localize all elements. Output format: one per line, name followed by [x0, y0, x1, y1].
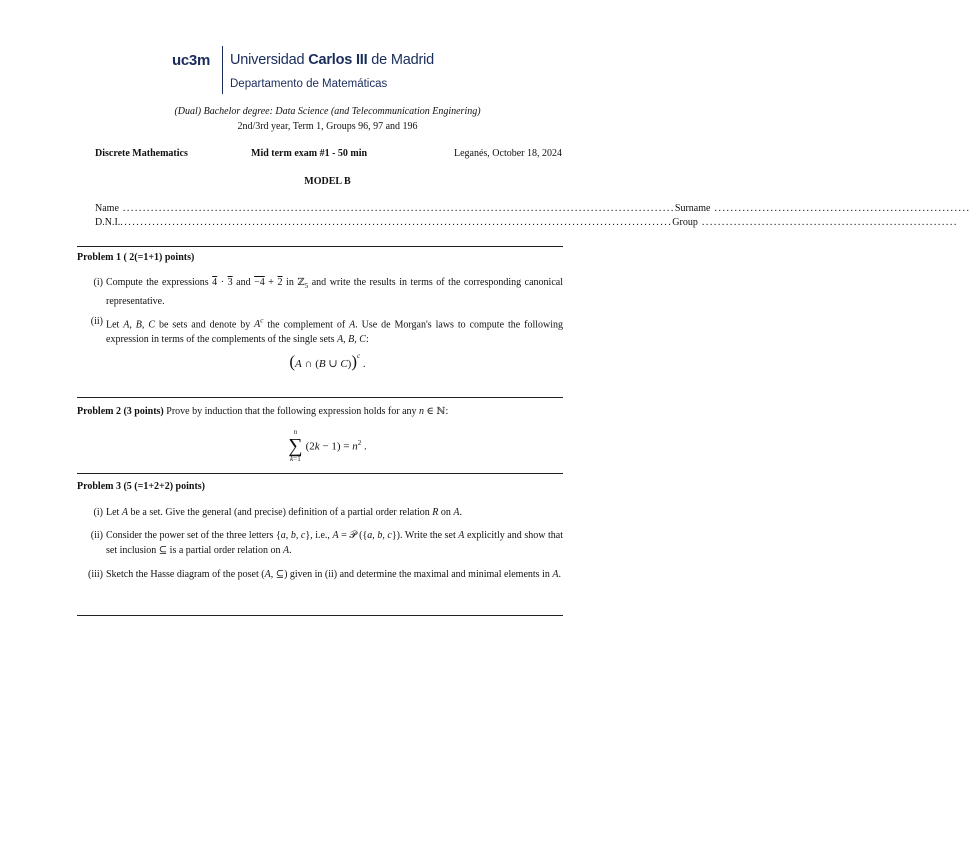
dni-label: D.N.I.	[95, 217, 121, 228]
exam-title: Mid term exam #1 - 50 min	[251, 148, 368, 159]
divider-3	[77, 473, 563, 474]
university-name-suffix: de Madrid	[367, 52, 434, 68]
problem2-text: Prove by induction that the following expression holds for any	[163, 406, 420, 417]
name-label: Name	[95, 203, 119, 214]
problem1-i-text: Compute the expressions 4 · 3 and −4 + 2 in ℤ$_5$ and write the results in terms of the corresponding canonical representative.	[106, 277, 563, 307]
department-name: Departamento de Matemáticas	[230, 78, 388, 90]
divider-2	[77, 397, 563, 398]
university-logo	[172, 46, 472, 96]
model-label: MODEL B	[304, 176, 351, 187]
problem3-ii-text: Consider the power set of the three letters {a, b, c}, i.e., A = 𝒫 ({a, b, c}). Write the set A explicitly and show that set inclusion ⊆ is a partial order relation on A.	[106, 530, 563, 556]
problem3-ii-label: (ii)	[90, 530, 103, 541]
logo-short-text: uc3m	[172, 52, 210, 69]
problem1-i-label: (i)	[93, 277, 103, 288]
divider-4	[77, 615, 563, 616]
logo-divider	[222, 46, 223, 94]
group-label: Group	[672, 217, 698, 228]
problem1-part-ii	[77, 314, 563, 344]
problem1-title: Problem 1 ( 2(=1+1) points)	[77, 252, 195, 263]
surname-label: Surname	[674, 203, 711, 214]
dni-field[interactable]: ..........................................................................................................................................	[120, 217, 673, 228]
university-name-bold: Carlos III	[308, 52, 368, 68]
problem3-part-ii	[77, 528, 563, 558]
problem3-title: Problem 3 (5 (=1+2+2) points)	[77, 481, 206, 492]
course-name: Discrete Mathematics	[95, 148, 188, 159]
problem2-formula: n ∑ k=1 $(2k - 1) = n^2$ .	[288, 428, 367, 463]
problem1-ii-label: (ii)	[90, 316, 103, 327]
divider-1	[77, 246, 563, 247]
university-name-prefix: Universidad	[230, 52, 309, 68]
problem2-title: Problem 2 (3 points)	[77, 406, 164, 417]
name-surname-row	[95, 203, 970, 214]
problem3-i-text: Let A be a set. Give the general (and precise) definition of a partial order relation R on A.	[106, 507, 462, 518]
problem1-ii-text: Let A, B, C be sets and denote by $A^c$ the complement of A. Use de Morgan's laws to compute the following expression in terms of the complements of the single sets A, B, C:	[106, 317, 563, 346]
problem1-formula: (A ∩ (B ∪ C))$^c$ .	[289, 352, 366, 371]
problem3-part-iii	[77, 567, 563, 597]
problem1-part-i	[77, 275, 563, 305]
dni-group-row	[95, 217, 958, 228]
university-name	[230, 52, 434, 68]
problem3-i-label: (i)	[93, 507, 103, 518]
place-date: Leganés, October 18, 2024	[453, 148, 562, 159]
year-line: 2nd/3rd year, Term 1, Groups 96, 97 and 196	[237, 121, 418, 132]
group-field[interactable]: ................................................................	[697, 217, 958, 228]
degree-line: (Dual) Bachelor degree: Data Science (and Telecommunication Enginering)	[174, 106, 481, 117]
problem3-iii-label: (iii)	[88, 569, 103, 580]
problem3-iii-text: Sketch the Hasse diagram of the poset (A, ⊆) given in (ii) and determine the maximal and minimal elements in A.	[106, 569, 561, 580]
name-field[interactable]: ..........................................................................................................................................	[118, 203, 675, 214]
surname-field[interactable]: ................................................................	[710, 203, 970, 214]
